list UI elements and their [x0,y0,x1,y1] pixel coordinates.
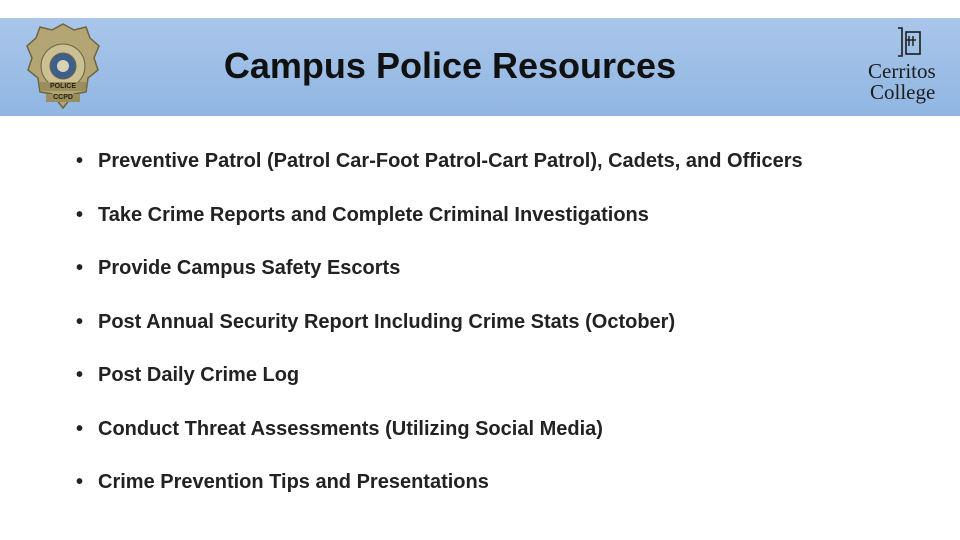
list-item-text: Preventive Patrol (Patrol Car-Foot Patrol-Cart Patrol), Cadets, and Officers [98,150,803,172]
badge-text-middle: POLICE [49,83,77,90]
list-item [76,190,936,244]
bullet-icon: • [76,471,84,493]
cerritos-college-logo [860,26,956,112]
list-item [76,350,936,404]
list-item-text: Provide Campus Safety Escorts [98,257,401,279]
bullet-icon: • [76,417,84,440]
list-item [76,457,936,511]
bullet-icon: • [76,364,84,386]
list-item [76,243,936,297]
title-banner [0,18,960,116]
list-item-text: Crime Prevention Tips and Presentations [98,471,489,493]
list-item [76,404,936,458]
list-item-text: Conduct Threat Assessments (Utilizing Social Media) [98,417,603,440]
police-badge-icon [24,22,102,112]
list-item [76,136,936,190]
list-item-text: Post Annual Security Report Including Crime Stats (October) [98,310,676,333]
college-mark-icon [894,26,924,60]
bullet-icon: • [76,150,84,172]
bullet-icon: • [76,203,84,226]
bullet-icon: • [76,257,84,279]
logo-text-college: College [870,80,936,104]
badge-text-bottom: CCPD [53,94,73,101]
list-item-text: Post Daily Crime Log [98,364,300,386]
bullet-icon: • [76,310,84,333]
logo-text-cerritos: Cerritos [868,59,936,83]
list-item-text: Take Crime Reports and Complete Criminal Investigations [98,203,649,226]
page-title: Campus Police Resources [223,45,677,86]
list-item [76,297,936,351]
resources-list [76,136,936,511]
